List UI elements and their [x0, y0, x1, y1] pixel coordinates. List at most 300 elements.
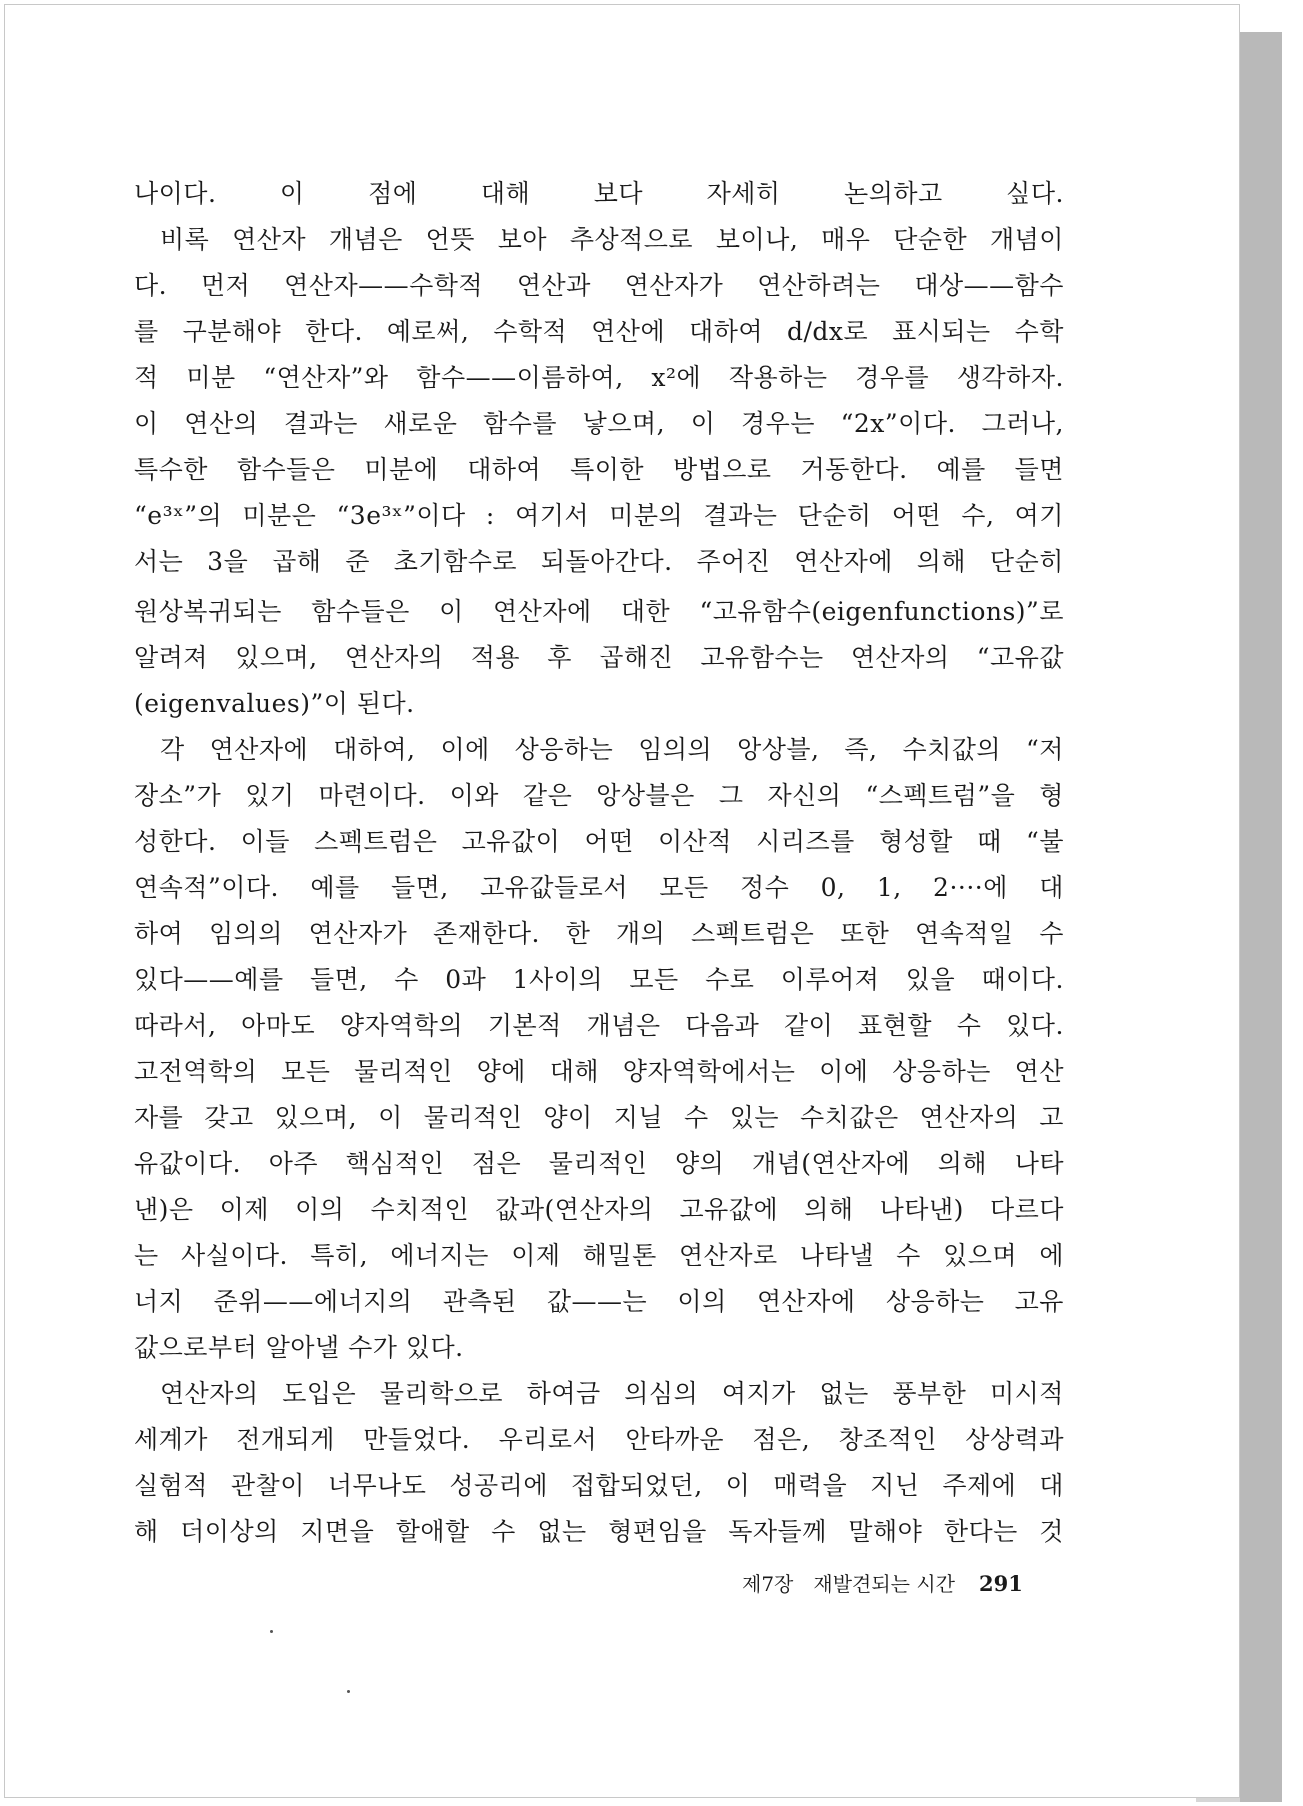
line-text — [134, 819, 1064, 865]
word: 결과는 — [703, 501, 778, 530]
word: 비록 — [160, 225, 210, 254]
word: 에너지는 — [390, 1241, 489, 1270]
word: 이산적 — [658, 827, 732, 856]
word: 자를 — [134, 1103, 184, 1132]
text-line — [134, 1003, 1064, 1049]
running-head: 재발견되는 시간 — [813, 1572, 955, 1596]
word: 고유 — [1014, 1287, 1064, 1316]
word: 의해 — [937, 1149, 988, 1178]
word: 미분에 — [364, 455, 439, 484]
word: 미분의 — [609, 501, 684, 530]
word: 작용하는 — [728, 363, 828, 392]
line-text — [134, 773, 1064, 819]
text-line — [134, 1049, 1064, 1095]
word: 양자역학의 — [339, 1011, 464, 1040]
word: “고유함수(eigenfunctions)”로 — [699, 597, 1064, 626]
text-line — [134, 1325, 1064, 1371]
word: 때 — [977, 827, 1002, 856]
word: 그러나, — [981, 409, 1064, 438]
line-text — [134, 1417, 1064, 1463]
word: 대 — [1039, 1471, 1064, 1500]
word: 여지가 — [721, 1379, 796, 1408]
word: 고전역학의 — [134, 1057, 258, 1086]
word: 에 — [1039, 1241, 1064, 1270]
text-line — [134, 1509, 1064, 1555]
word: 특이한 — [570, 455, 645, 484]
word: 상응하는 — [885, 1287, 985, 1316]
word: 나타낸) — [879, 1195, 964, 1224]
word: 이와 — [449, 781, 499, 810]
word: 단순한 — [893, 225, 968, 254]
word: 생각하자. — [956, 363, 1064, 392]
body-text — [134, 171, 1064, 1555]
word: 함수——이름하여, — [416, 363, 624, 392]
text-line — [134, 589, 1064, 635]
line-text — [134, 635, 1064, 681]
word: 예로써, — [386, 317, 470, 346]
word: 의해 — [916, 547, 967, 576]
word: 아주 — [268, 1149, 318, 1178]
word: 대하여, — [333, 735, 416, 764]
word: 연산자에 — [756, 1287, 856, 1316]
text-line — [134, 957, 1064, 1003]
word: 미분은 — [242, 501, 317, 530]
word: 함수들은 — [236, 455, 336, 484]
word: 함수들은 — [311, 597, 410, 626]
word: 있으며, — [274, 1103, 358, 1132]
word: 형 — [1039, 781, 1064, 810]
word: “저 — [1025, 735, 1064, 764]
word: 모든 — [281, 1057, 331, 1086]
word: “3e³ˣ”이다 — [336, 501, 466, 530]
text-line — [134, 727, 1064, 773]
word: 따라서, — [134, 1011, 217, 1040]
text-line — [134, 217, 1064, 263]
word: 해 — [134, 1517, 159, 1546]
word: “e³ˣ”의 — [134, 501, 223, 530]
word: 단순히 — [797, 501, 872, 530]
text-line — [134, 1141, 1064, 1187]
word: 자신의 — [767, 781, 842, 810]
word: 알려져 — [134, 643, 208, 672]
text-line — [134, 401, 1064, 447]
word: 있으며 — [943, 1241, 1018, 1270]
word: 나타낼 — [799, 1241, 874, 1270]
text-line — [134, 1187, 1064, 1233]
word: 아마도 — [241, 1011, 316, 1040]
text-line — [134, 1095, 1064, 1141]
word: 새로운 — [383, 409, 458, 438]
line-text — [134, 1049, 1064, 1095]
word: 그 — [718, 781, 744, 810]
word: 지닐 — [613, 1103, 664, 1132]
word: 대한 — [620, 597, 671, 626]
word: 없는 — [537, 1517, 587, 1546]
word: 이의 — [677, 1287, 727, 1316]
word: “연산자”와 — [263, 363, 389, 392]
word: 특히, — [310, 1241, 369, 1270]
word: 여기서 — [515, 501, 590, 530]
word: 있을 — [905, 965, 956, 994]
word: 후 — [547, 643, 572, 672]
line-text — [134, 401, 1064, 447]
word: 연산자의 — [850, 643, 950, 672]
word: 들면, — [310, 965, 368, 994]
word: 보다 — [593, 179, 644, 208]
line-text — [134, 447, 1064, 493]
word: 0과 — [445, 965, 487, 994]
word: 개념(연산자에 — [751, 1149, 911, 1178]
word: 대해 — [480, 179, 531, 208]
word: 지면을 — [300, 1517, 375, 1546]
word: 1, — [876, 873, 902, 902]
word: 낳으며, — [582, 409, 666, 438]
line-text — [160, 727, 1064, 773]
word: 준위——에너지의 — [213, 1287, 413, 1316]
word: 있다——예를 — [134, 965, 284, 994]
word: 스펙트럼은 — [691, 919, 815, 948]
word: 물리적인 — [548, 1149, 648, 1178]
word: 다. — [134, 271, 168, 300]
word: 성한다. — [134, 827, 217, 856]
word: 미분 — [186, 363, 236, 392]
word: 들면, — [390, 873, 449, 902]
word: 결과는 — [283, 409, 358, 438]
word: 물리적인 — [354, 1057, 453, 1086]
word: x²에 — [651, 363, 702, 392]
word: 같이 — [783, 1011, 834, 1040]
word: 싶다. — [1006, 179, 1064, 208]
word: 연속적”이다. — [134, 873, 279, 902]
text-line — [134, 263, 1064, 309]
word: 적용 — [470, 643, 521, 672]
word: 곱해진 — [599, 643, 674, 672]
word: 표시되는 — [892, 317, 991, 346]
word: 양자역학에서는 — [622, 1057, 796, 1086]
word: 연산하려는 — [757, 271, 881, 300]
word: 개의 — [616, 919, 666, 948]
text-line — [134, 355, 1064, 401]
word: 수치값은 — [800, 1103, 899, 1132]
text-line — [134, 681, 1064, 727]
word: 하여 — [134, 919, 184, 948]
word: 예를 — [310, 873, 360, 902]
word: 1사이의 — [512, 965, 603, 994]
word: 대하여 — [467, 455, 542, 484]
line-text — [160, 217, 1064, 263]
word: 논의하고 — [844, 179, 943, 208]
word: 단순히 — [989, 547, 1064, 576]
text-line — [134, 1371, 1064, 1417]
word: 나타 — [1014, 1149, 1064, 1178]
text-line — [134, 819, 1064, 865]
word: 어떤 — [584, 827, 634, 856]
line-text: 값으로부터 알아낼 수가 있다. — [134, 1333, 464, 1362]
word: 수치적인 — [370, 1195, 470, 1224]
word: 정수 — [739, 873, 790, 902]
word: 연산자의 — [344, 643, 444, 672]
word: 구분해야 — [182, 317, 282, 346]
word: 독자들께 — [728, 1517, 827, 1546]
word: 앙상블은 — [596, 781, 695, 810]
word: 존재한다. — [432, 919, 540, 948]
line-text — [134, 957, 1064, 1003]
word: 연산자에 — [794, 547, 893, 576]
word: 보아 — [497, 225, 548, 254]
word: 이의 — [295, 1195, 345, 1224]
line-text — [134, 1279, 1064, 1325]
word: 있기 — [245, 781, 295, 810]
word: 도입은 — [282, 1379, 357, 1408]
line-text — [134, 1003, 1064, 1049]
word: 개념이 — [989, 225, 1064, 254]
line-text — [134, 171, 1064, 217]
word: 안타까운 — [625, 1425, 725, 1454]
word: 연산자로 — [679, 1241, 778, 1270]
word: 장소”가 — [134, 781, 222, 810]
word: 이 — [279, 179, 305, 208]
word: 의심의 — [624, 1379, 699, 1408]
line-text: (eigenvalues)”이 된다. — [134, 689, 415, 718]
word: 고유값들로서 — [480, 873, 628, 902]
word: 경우는 — [741, 409, 815, 438]
word: 여기 — [1014, 501, 1064, 530]
word: 매력을 — [773, 1471, 848, 1500]
text-line — [134, 493, 1064, 539]
word: 이제 — [511, 1241, 561, 1270]
word: 한다. — [305, 317, 363, 346]
word: 자세히 — [706, 179, 781, 208]
word: 있는 — [729, 1103, 780, 1132]
line-text — [134, 865, 1064, 911]
word: 준 — [345, 547, 370, 576]
word: 주제에 — [942, 1471, 1017, 1500]
word: 다르다 — [989, 1195, 1064, 1224]
word: 이 — [725, 1471, 751, 1500]
word: 경우를 — [855, 363, 930, 392]
word: 양의 — [675, 1149, 725, 1178]
word: 이루어져 — [780, 965, 880, 994]
word: 연산자의 — [160, 1379, 259, 1408]
word: 곱해 — [272, 547, 322, 576]
word: 거동한다. — [800, 455, 908, 484]
word: 형편임을 — [608, 1517, 707, 1546]
word: “불 — [1026, 827, 1064, 856]
word: 다음과 — [685, 1011, 760, 1040]
line-text — [134, 539, 1064, 585]
word: 2····에 — [933, 873, 1008, 902]
word: 대 — [1039, 873, 1064, 902]
scan-speck — [270, 1630, 273, 1633]
word: 수치값의 — [902, 735, 1002, 764]
line-text — [134, 589, 1064, 635]
word: 같은 — [522, 781, 573, 810]
word: 갖고 — [204, 1103, 254, 1132]
word: 방법으로 — [672, 455, 772, 484]
word: 마련이다. — [318, 781, 426, 810]
word: 양에 — [476, 1057, 526, 1086]
word: 대해 — [549, 1057, 599, 1086]
word: 너무나도 — [327, 1471, 427, 1500]
word: 한 — [565, 919, 591, 948]
word: 창조적인 — [838, 1425, 938, 1454]
word: 수학적 — [493, 317, 568, 346]
word: 추상적으로 — [569, 225, 694, 254]
word: “2x”이다. — [840, 409, 956, 438]
word: 관측된 — [442, 1287, 517, 1316]
word: 할애할 — [395, 1517, 470, 1546]
text-line — [134, 1233, 1064, 1279]
word: 너지 — [134, 1287, 184, 1316]
line-text — [134, 1187, 1064, 1233]
word: 초기함수로 — [393, 547, 518, 576]
word: 점은 — [471, 1149, 522, 1178]
word: 점은, — [752, 1425, 811, 1454]
word: 없는 — [819, 1379, 869, 1408]
word: 수 — [491, 1517, 516, 1546]
word: 하여금 — [526, 1379, 601, 1408]
word: 스펙트럼은 — [314, 827, 438, 856]
word: 개념은 — [328, 225, 403, 254]
line-text — [134, 1463, 1064, 1509]
word: 이에 — [819, 1057, 869, 1086]
word: 더이상의 — [180, 1517, 279, 1546]
word: 연산자——수학적 — [284, 271, 484, 300]
word: 연산자 — [232, 225, 307, 254]
word: 시리즈를 — [756, 827, 855, 856]
text-line — [134, 1417, 1064, 1463]
word: 것 — [1039, 1517, 1064, 1546]
word: 값과(연산자의 — [495, 1195, 654, 1224]
word: 고유함수는 — [700, 643, 824, 672]
word: 접합되었던, — [570, 1471, 703, 1500]
word: 지닌 — [870, 1471, 920, 1500]
word: 연산과 — [516, 271, 591, 300]
word: 고유값에 — [679, 1195, 779, 1224]
word: 또한 — [839, 919, 890, 948]
word: 수학 — [1014, 317, 1064, 346]
text-line — [134, 1279, 1064, 1325]
word: 형성할 — [879, 827, 953, 856]
page-footer — [742, 1568, 1042, 1597]
word: 상응하는 — [514, 735, 614, 764]
word: 값——는 — [546, 1287, 648, 1316]
word: 임의의 — [638, 735, 713, 764]
word: 수 — [896, 1241, 921, 1270]
word: 이 — [134, 409, 159, 438]
word: 수, — [961, 501, 995, 530]
word: d/dx로 — [786, 317, 869, 346]
text-line — [134, 447, 1064, 493]
word: 연산자가 — [624, 271, 724, 300]
word: 연산에 — [591, 317, 666, 346]
word: 물리적인 — [423, 1103, 523, 1132]
chapter-label: 제7장 — [742, 1572, 794, 1596]
word: 는 — [134, 1241, 159, 1270]
word: 대하여 — [689, 317, 763, 346]
line-text — [134, 263, 1064, 309]
word: 이 — [690, 409, 716, 438]
word: 풍부한 — [892, 1379, 967, 1408]
word: 상응하는 — [892, 1057, 991, 1086]
word: 어떤 — [891, 501, 942, 530]
line-text — [134, 1095, 1064, 1141]
word: 때이다. — [981, 965, 1064, 994]
word: 대상——함수 — [914, 271, 1064, 300]
word: 성공리에 — [449, 1471, 548, 1500]
word: 표현할 — [858, 1011, 932, 1040]
word: 양이 — [543, 1103, 593, 1132]
text-line — [134, 911, 1064, 957]
word: 기본적 — [487, 1011, 562, 1040]
word: 이 — [378, 1103, 403, 1132]
word: 연산자에 — [493, 597, 592, 626]
text-line — [134, 1463, 1064, 1509]
word: 0, — [820, 873, 846, 902]
word: 들면 — [1014, 455, 1064, 484]
page-number: 291 — [978, 1571, 1023, 1596]
word: 해밀톤 — [582, 1241, 657, 1270]
word: 말해야 — [848, 1517, 923, 1546]
text-line — [134, 773, 1064, 819]
word: 수 — [394, 965, 419, 994]
line-text — [134, 1233, 1064, 1279]
line-text — [134, 309, 1064, 355]
word: 이 — [439, 597, 464, 626]
word: 보이나, — [715, 225, 799, 254]
word: 나이다. — [134, 179, 217, 208]
word: 핵심적인 — [345, 1149, 445, 1178]
word: 함수를 — [483, 409, 558, 438]
word: 각 — [160, 735, 185, 764]
word: 연산자에 — [209, 735, 309, 764]
word: 만들었다. — [363, 1425, 471, 1454]
word: 적 — [134, 363, 159, 392]
text-line — [134, 635, 1064, 681]
word: 연산 — [1014, 1057, 1064, 1086]
word: 예를 — [936, 455, 986, 484]
word: 수 — [956, 1011, 982, 1040]
word: 먼저 — [200, 271, 251, 300]
text-line — [134, 309, 1064, 355]
word: 되돌아간다. — [540, 547, 673, 576]
word: 있다. — [1006, 1011, 1064, 1040]
word: 실험적 — [134, 1471, 208, 1500]
word: : — [485, 501, 495, 530]
word: 앙상블, — [737, 735, 820, 764]
word: 주어진 — [696, 547, 771, 576]
word: 우리로서 — [498, 1425, 598, 1454]
word: 연산자가 — [308, 919, 408, 948]
word: 세계가 — [134, 1425, 208, 1454]
word: 있으며, — [235, 643, 318, 672]
text-line — [134, 865, 1064, 911]
line-text — [134, 1141, 1064, 1187]
line-text — [134, 1509, 1064, 1555]
word: 모든 — [659, 873, 709, 902]
word: 이들 — [240, 827, 290, 856]
text-line — [134, 171, 1064, 217]
word: 고유값이 — [461, 827, 561, 856]
word: 낸)은 — [134, 1195, 194, 1224]
word: 유값이다. — [134, 1149, 242, 1178]
word: 언뜻 — [425, 225, 475, 254]
line-text — [134, 493, 1064, 539]
line-text — [134, 355, 1064, 401]
word: 의해 — [804, 1195, 854, 1224]
scan-speck — [347, 1690, 350, 1693]
word: 점에 — [368, 179, 418, 208]
